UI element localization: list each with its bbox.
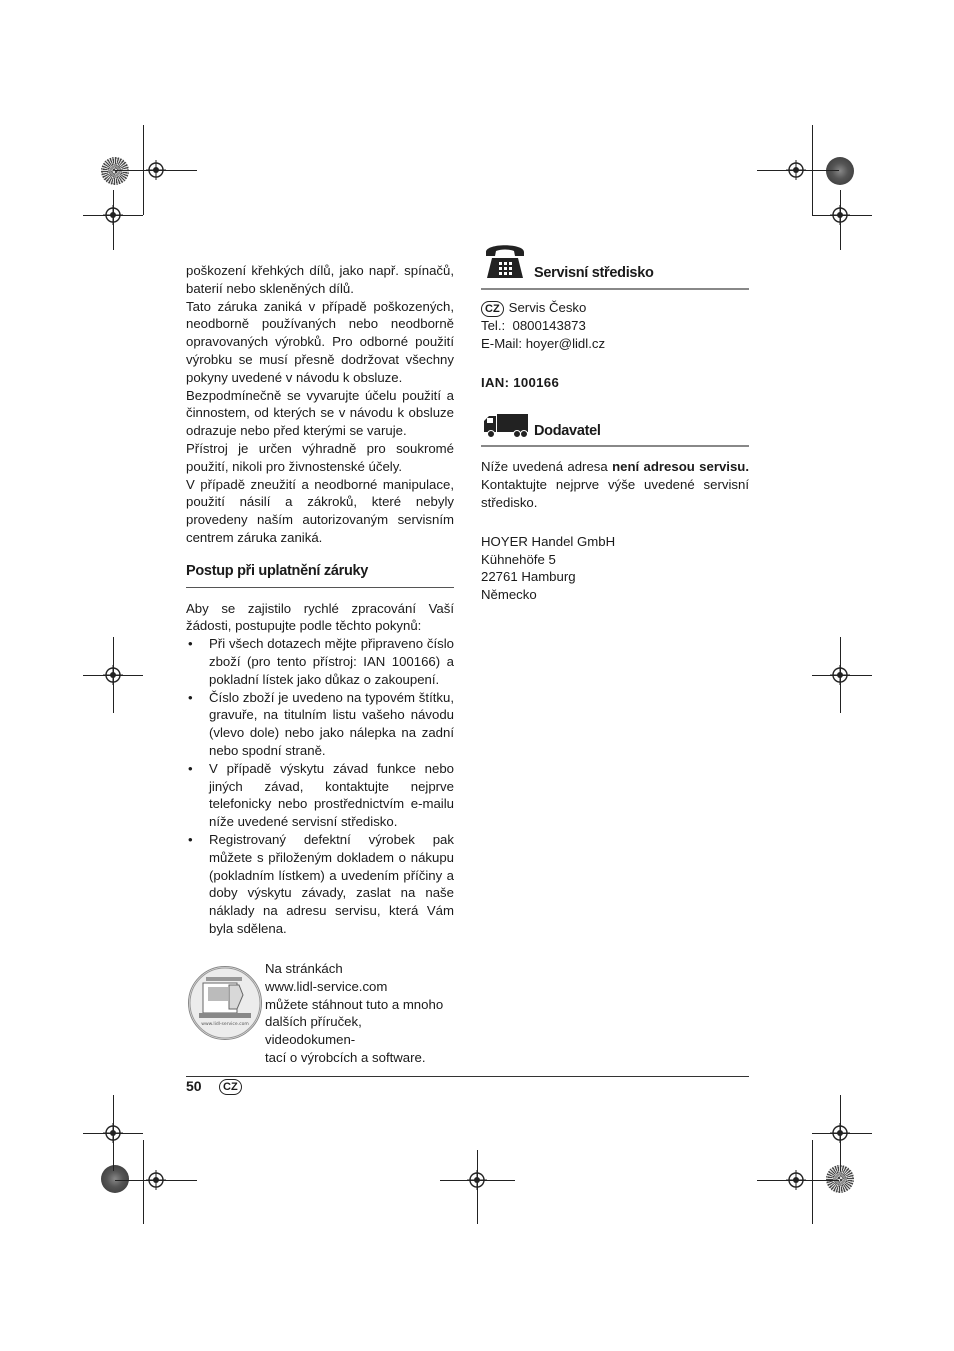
list-item: • Registrovaný defektní výrobek pak můžete s přiloženým dokladem o nákupu (pokladním lístkem) a uvedením příčiny a doby výskytu závady, zaslat na naše náklady na adresu servisu, která Vám byla sdělena. xyxy=(186,831,454,938)
warranty-paragraph: V případě zneužití a neodborné manipulace, použití násilí a zákroků, které nebyly provedeny naším autorizovaným servisním centrem záruka zaniká. xyxy=(186,476,454,545)
telephone-icon xyxy=(483,240,527,280)
service-email[interactable]: E-Mail: hoyer@lidl.cz xyxy=(481,335,606,351)
registration-mark-icon xyxy=(830,665,850,685)
crop-mark xyxy=(812,1140,813,1224)
lidl-line: můžete stáhnout tuto a mnoho xyxy=(265,996,444,1012)
registration-mark-icon xyxy=(103,665,123,685)
supplier-title: Dodavatel xyxy=(534,422,601,439)
registration-mark-icon xyxy=(830,1123,850,1143)
crop-mark xyxy=(143,1140,144,1224)
ian-number: IAN: 100166 xyxy=(481,374,560,390)
color-disc-mark xyxy=(101,157,129,185)
registration-mark-icon xyxy=(786,1170,806,1190)
lidl-line: dalších příruček, videodokumen- xyxy=(265,1014,362,1048)
warranty-paragraph: Tato záruka zaniká v případě poškozených, neodborně používaných nebo neodborně opravovaných výrobků. Pro odborné použití výrobku se musí přesně dodržovat všechny pokyny uvedené v návodu k obsluze. xyxy=(186,298,454,385)
warranty-paragraph: Přístroj je určen výhradně pro soukromé použití, nikoli pro živnostenské účely. xyxy=(186,440,454,474)
supplier-note xyxy=(481,458,749,511)
address-line: HOYER Handel GmbH xyxy=(481,533,616,549)
lidl-line: tací o výrobcích a software. xyxy=(265,1049,426,1065)
country-badge: CZ xyxy=(481,301,504,317)
address-line: 22761 Hamburg xyxy=(481,569,576,585)
lidl-line: Na stránkách xyxy=(265,961,343,976)
service-center-title: Servisní středisko xyxy=(534,265,654,282)
list-item: • Číslo zboží je uvedeno na typovém štítku, gravuře, na titulním listu vašeho návodu (vlevo dole) nebo jako nálepka na zadní nebo spodní straně. xyxy=(186,689,454,760)
supplier-address xyxy=(481,533,749,604)
service-name: Servis Česko xyxy=(508,300,587,315)
right-column xyxy=(481,236,749,604)
left-column xyxy=(186,262,454,938)
claim-steps-list xyxy=(186,635,454,938)
svg-text:www.lidl-service.com: www.lidl-service.com xyxy=(201,1022,249,1027)
registration-mark-icon xyxy=(830,205,850,225)
address-line: Kühnehöfe 5 xyxy=(481,551,556,567)
registration-mark-icon xyxy=(146,1170,166,1190)
service-center-header xyxy=(481,236,749,290)
supplier-note-text: Níže uvedená adresa xyxy=(481,459,613,475)
list-item: • Při všech dotazech mějte připraveno číslo zboží (pro tento přístroj: IAN 100166) a pokladní lístek jako důkaz o zakoupení. xyxy=(186,635,454,688)
address-line: Německo xyxy=(481,587,537,603)
color-disc-mark xyxy=(826,157,854,185)
lidl-manual-icon xyxy=(188,966,262,1040)
warranty-paragraph: Bezpodmínečně se vyvarujte účelu použití a činnostem, od kterých se v návodu k obsluze odrazuje nebo před kterými se varuje. xyxy=(186,387,454,439)
supplier-note-bold: není adresou servisu. xyxy=(612,459,750,475)
warranty-paragraph: poškození křehkých dílů, jako např. spínačů, baterií nebo skleněných dílů. xyxy=(186,263,454,296)
footer-country-badge: CZ xyxy=(219,1079,242,1095)
service-country-line xyxy=(481,299,749,317)
claim-intro: Aby se zajistilo rychlé zpracování Vaší žádosti, postupujte podle těchto pokynů: xyxy=(186,600,454,634)
warranty-claim-heading: Postup při uplatnění záruky xyxy=(186,563,454,588)
footer-rule xyxy=(186,1076,749,1077)
registration-mark-icon xyxy=(103,1123,123,1143)
page-number: 50 xyxy=(186,1078,202,1094)
lidl-service-note xyxy=(186,960,454,1065)
registration-mark-icon xyxy=(467,1170,487,1190)
registration-mark-icon xyxy=(786,160,806,180)
lidl-service-text xyxy=(265,960,454,1067)
registration-mark-icon xyxy=(146,160,166,180)
service-phone: Tel.: 0800143873 xyxy=(481,318,586,333)
truck-icon xyxy=(483,413,529,439)
list-item: • V případě výskytu závad funkce nebo jiných závad, kontaktujte nejprve telefonicky nebo prostřednictvím e-mailu níže uvedené servisní středisko. xyxy=(186,760,454,831)
supplier-header xyxy=(481,411,749,447)
lidl-link[interactable]: www.lidl-service.com xyxy=(265,978,388,994)
color-disc-mark xyxy=(101,1165,129,1193)
supplier-note-text: Kontaktujte nejprve výše uvedené servisní středisko. xyxy=(481,477,749,510)
registration-mark-icon xyxy=(103,205,123,225)
